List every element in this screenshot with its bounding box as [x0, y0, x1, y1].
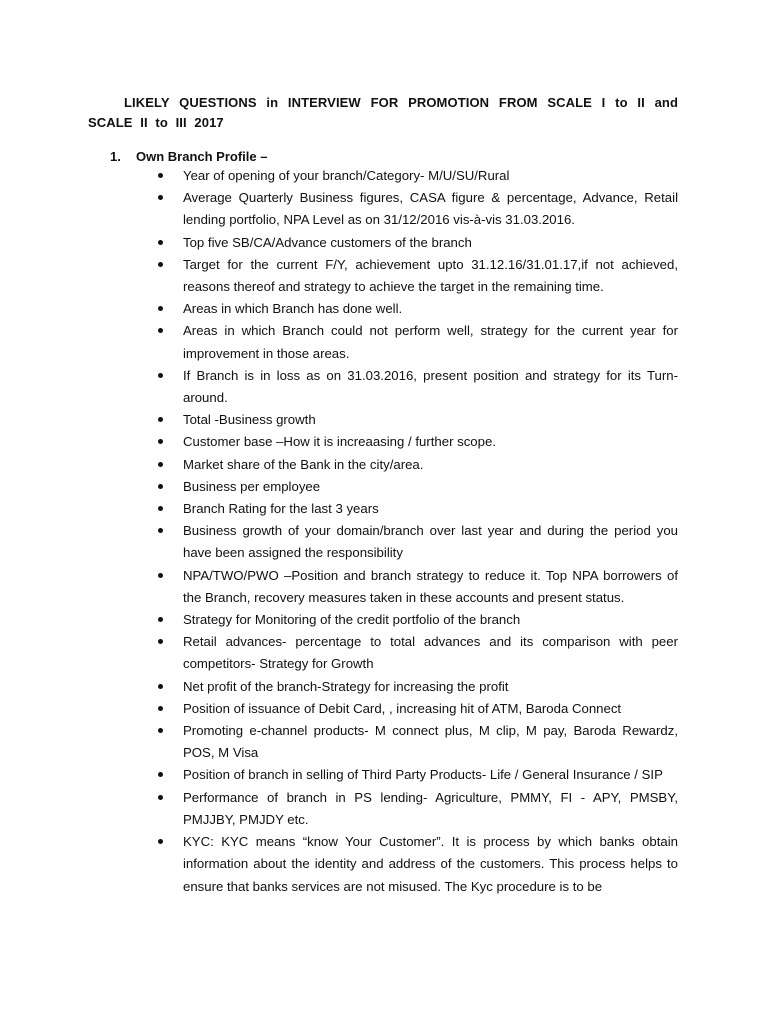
bullet-icon [158, 173, 163, 178]
section-title: Own Branch Profile – [136, 149, 268, 164]
bullet-icon [158, 506, 163, 511]
bullet-icon [158, 573, 163, 578]
list-item [158, 498, 678, 520]
bullet-icon [158, 795, 163, 800]
list-item-text: Customer base –How it is increaasing / further scope. [183, 434, 496, 450]
list-item [158, 676, 678, 698]
list-item [158, 365, 678, 409]
bullet-icon [158, 639, 163, 644]
bullet-icon [158, 306, 163, 311]
list-item-text: Performance of branch in PS lending- Agriculture, PMMY, FI - APY, PMSBY, PMJJBY, PMJDY etc. [183, 789, 678, 827]
list-item-text: Business growth of your domain/branch over last year and during the period you have been assigned the responsibility [183, 523, 678, 561]
list-item-text: Year of opening of your branch/Category- M/U/SU/Rural [183, 168, 510, 183]
list-item-text: Top five SB/CA/Advance customers of the branch [183, 234, 472, 250]
list-item-text: Business per employee [183, 478, 321, 494]
list-item [158, 631, 678, 675]
list-item [158, 165, 678, 187]
list-item [158, 454, 678, 476]
bullet-icon [158, 728, 163, 733]
list-item [158, 232, 678, 254]
list-item [158, 720, 678, 764]
list-item-text: Strategy for Monitoring of the credit portfolio of the branch [183, 612, 521, 628]
bullet-list [158, 165, 678, 898]
bullet-icon [158, 328, 163, 333]
list-item [158, 254, 678, 298]
bullet-icon [158, 528, 163, 533]
bullet-icon [158, 462, 163, 467]
list-item [158, 320, 678, 364]
list-item-text: Total -Business growth [183, 412, 316, 428]
list-item-text: Average Quarterly Business figures, CASA figure & percentage, Advance, Retail lending portfolio, NPA Level as on 31/12/2016 vis-à-vis 31.03.2016. [183, 190, 678, 228]
bullet-icon [158, 706, 163, 711]
list-item [158, 609, 678, 631]
list-item [158, 187, 678, 231]
list-item [158, 476, 678, 498]
list-item [158, 298, 678, 320]
bullet-icon [158, 772, 163, 777]
bullet-icon [158, 262, 163, 267]
list-item-text: Promoting e-channel products- M connect plus, M clip, M pay, Baroda Rewardz, POS, M Visa [183, 723, 678, 761]
list-item-text: If Branch is in loss as on 31.03.2016, present position and strategy for its Turn-around. [183, 367, 678, 406]
list-item-text: Position of branch in selling of Third Party Products- Life / General Insurance / SIP [183, 767, 663, 783]
list-item-text: Retail advances- percentage to total advances and its comparison with peer competitors- Strategy for Growth [183, 634, 678, 672]
bullet-icon [158, 373, 163, 378]
list-item-text: Branch Rating for the last 3 years [183, 501, 379, 517]
list-item-text: KYC: KYC means “know Your Customer”. It is process by which banks obtain information about the identity and address of the customers. This process helps to ensure that banks services are not misused. The Kyc procedure is to be [183, 834, 678, 894]
list-item-text: Areas in which Branch could not perform well, strategy for the current year for improvement in those areas. [183, 323, 678, 361]
list-item [158, 520, 678, 564]
list-item [158, 431, 678, 453]
document-title: LIKELY QUESTIONS in INTERVIEW FOR PROMOTION FROM SCALE I to II and SCALE II to III 2017 [88, 95, 678, 130]
list-item-text: Target for the current F/Y, achievement upto 31.12.16/31.01.17,if not achieved, reasons thereof and strategy to achieve the target in the remaining time. [183, 256, 678, 295]
section-heading [110, 147, 267, 167]
bullet-icon [158, 839, 163, 844]
list-item-text: Market share of the Bank in the city/area. [183, 456, 424, 472]
list-item-text: Net profit of the branch-Strategy for increasing the profit [183, 678, 509, 694]
bullet-icon [158, 417, 163, 422]
list-item [158, 831, 678, 898]
list-item [158, 787, 678, 831]
list-item [158, 565, 678, 609]
list-item-text: Areas in which Branch has done well. [183, 301, 403, 317]
list-item-text: Position of issuance of Debit Card, , increasing hit of ATM, Baroda Connect [183, 700, 622, 716]
list-item [158, 764, 678, 786]
list-item [158, 698, 678, 720]
bullet-icon [158, 195, 163, 200]
bullet-icon [158, 484, 163, 489]
bullet-icon [158, 439, 163, 444]
section-number: 1. [110, 149, 121, 164]
list-item-text: NPA/TWO/PWO –Position and branch strategy to reduce it. Top NPA borrowers of the Branch, recovery measures taken in these accounts and present status. [183, 567, 678, 605]
bullet-icon [158, 240, 163, 245]
list-item [158, 409, 678, 431]
bullet-icon [158, 684, 163, 689]
bullet-icon [158, 617, 163, 622]
